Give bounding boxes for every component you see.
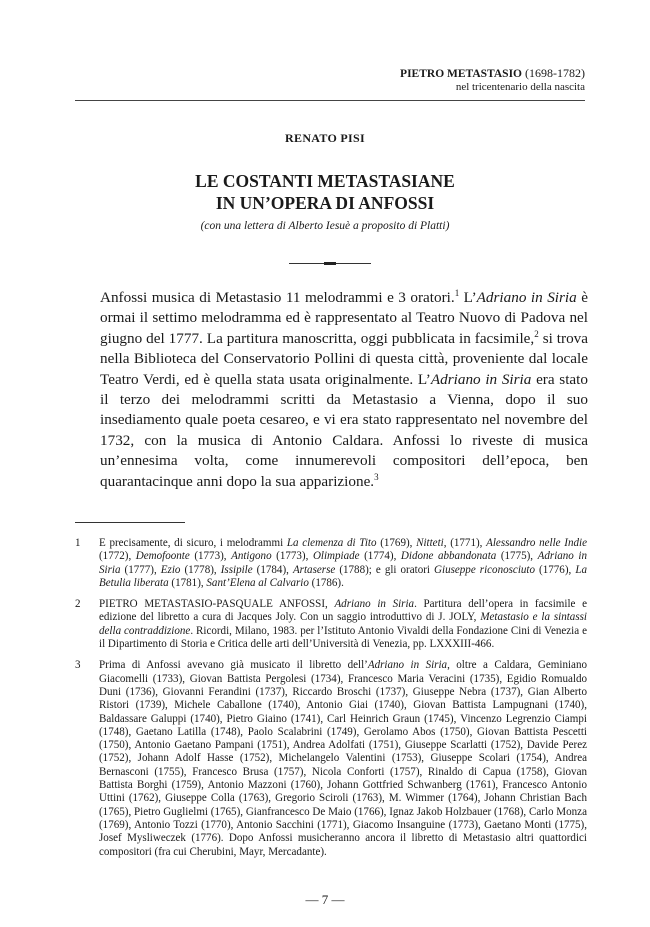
- body-text-2: L’: [459, 289, 477, 306]
- section-ornament: [289, 262, 371, 265]
- body-text-1: Anfossi musica di Metastasio 11 melodrammi e 3 oratori.: [100, 289, 455, 306]
- footnote-number: 2: [75, 598, 81, 611]
- running-head-title: [400, 67, 585, 81]
- footnote-2: [75, 598, 587, 651]
- header-rule: [75, 100, 585, 101]
- body-text-5: era stato il terzo dei melodrammi scritti da Metastasio a Vienna, dopo il suo insediamento quale poeta cesareo, e vi era stato rappresentato nel novembre del 1732, con la musica di Antonio Caldara. Anfossi lo riveste di musica un’ennesima volta, come innumerevoli compositori dell’epoca, ben quarantacinque anni dopo la sua apparizione.: [100, 370, 588, 490]
- footnotes: [75, 537, 587, 867]
- footnote-rule: [75, 522, 185, 523]
- body-italic-2: Adriano in Siria: [430, 370, 532, 388]
- running-head: [400, 67, 585, 94]
- body-italic-1: Adriano in Siria: [476, 289, 577, 306]
- body-text-4: si trova nella Biblioteca del Conservatorio Pollini di questa città, proveniente dal locale Teatro Verdi, ed è quella stata usata originalmente. L’: [100, 329, 588, 388]
- running-head-dates: (1698-1782): [525, 66, 585, 80]
- running-head-name: PIETRO METASTASIO: [400, 68, 522, 80]
- body-paragraph: [100, 288, 588, 492]
- article-subtitle: (con una lettera di Alberto Iesuè a proposito di Platti): [200, 220, 450, 232]
- footnote-ref-3[interactable]: 3: [374, 471, 379, 482]
- footnote-text: Prima di Anfossi avevano già musicato il libretto dell’Adriano in Siria, oltre a Caldara, Geminiano Giacomelli (1733), Giovan Battista Pergolesi (1734), Francesco Maria Veracini (1735), Egidio Romualdo Duni (1736), Giovanni Ferandini (1737), Riccardo Broschi (1737), Giuseppe Nebra (1737), Gian Alberto Ristori (1739), Michele Caballone (1740), Antonio Giai (1740), Giovan Battista Lampugnani (1740), Baldassare Galuppi (1740), Pietro Giaino (1741), Carl Heinrich Graun (1745), Vincenzo Legrenzio Ciampi (1748), Gaetano Latilla (1748), Paolo Scalabrini (1749), Gerolamo Abos (1750), Giovan Battista Pescetti (1750), Antonio Gaetano Pampani (1751), Andrea Adolfati (1751), Giuseppe Scarlatti (1752), Davide Perez (1752), Johann Adolf Hasse (1752), Michelangelo Valentini (1753), Giuseppe Scolari (1754), Andrea Bernasconi (1755), Francesco Brusa (1757), Nicola Conforti (1757), Rinaldo di Capua (1758), Giovan Battista Borghi (1759), Antonio Mazzoni (1760), Johann Gottfried Schwanberg (1761), Francesco Antonio Uttini (1762), Giuseppe Colla (1763), Gregorio Sciroli (1763), M. Wimmer (1764), Johann Christian Bach (1765), Pietro Guglielmi (1765), Gianfrancesco De Maio (1766), Ignaz Jakob Holzbauer (1768), Carlo Monza (1769), Antonio Tozzi (1770), Antonio Sacchini (1771), Giacomo Insanguine (1773), Gaetano Monti (1775), Josef Mysliweczek (1776). Dopo Anfossi musicheranno ancora il libretto di Metastasio altri quattordici compositori (fra cui Cherubini, Mayr, Mercadante).: [99, 659, 587, 858]
- footnote-1: [75, 537, 587, 590]
- footnote-ref-2[interactable]: 2: [534, 328, 539, 339]
- body-text-3: è ormai il settimo melodramma ed è rappresentato al Teatro Nuovo di Padova nel giugno del 1777. La partitura manoscritta, oggi pubblicata in facsimile,: [100, 289, 588, 347]
- footnote-number: 3: [75, 659, 81, 672]
- footnote-number: 1: [75, 537, 81, 549]
- author-name: RENATO PISI: [285, 131, 365, 145]
- title-line-2: IN UN’OPERA DI ANFOSSI: [215, 193, 435, 213]
- running-head-subtitle: nel tricentenario della nascita: [455, 81, 585, 93]
- footnote-3: [75, 659, 587, 858]
- page-number: — 7 —: [305, 892, 345, 907]
- footnote-text: PIETRO METASTASIO-PASQUALE ANFOSSI, Adriano in Siria. Partitura dell’opera in facsimile e edizione del libretto a cura di Jacques Joly. Con un saggio introduttivo di J. JOLY, Metastasio e la sintassi della contraddizione. Ricordi, Milano, 1983. per l’Istituto Antonio Vivaldi della Fondazione Cini di Venezia e il Dipartimento di Storia e Critica delle arti dell’Università di Venezia, pp. LXXXIII-466.: [99, 598, 588, 651]
- article-title: [0, 170, 650, 214]
- title-line-1: LE COSTANTI METASTASIANE: [195, 171, 455, 191]
- footnote-text: E precisamente, di sicuro, i melodrammi La clemenza di Tito (1769), Nitteti, (1771), Alessandro nelle Indie (1772), Demofoonte (1773), Antigono (1773), Olimpiade (1774), Didone abbandonata (1775), Adriano in Siria (1777), Ezio (1778), Issipile (1784), Artaserse (1788); e gli oratori Giuseppe riconosciuto (1776), La Betulia liberata (1781), Sant’Elena al Calvario (1786).: [99, 537, 587, 589]
- footnote-ref-1[interactable]: 1: [454, 287, 460, 298]
